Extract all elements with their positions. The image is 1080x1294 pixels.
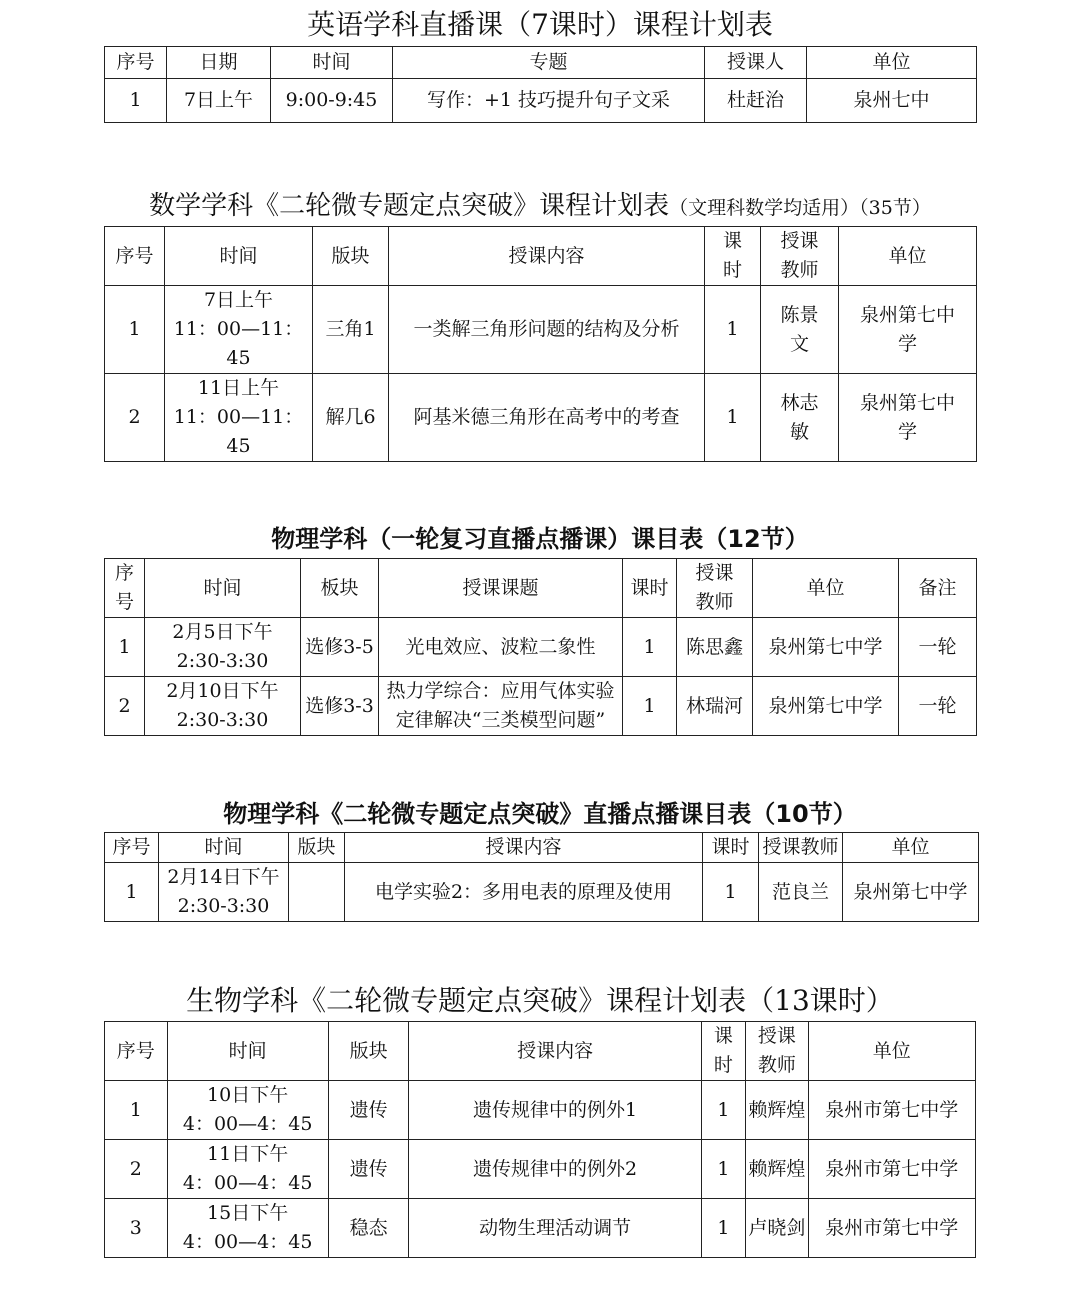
column-header: 版块 [289,833,345,863]
table-cell: 7日上午 [167,79,271,123]
table-cell: 2 [105,1140,168,1199]
table-cell: 1 [623,618,677,677]
table-cell: 泉州市第七中学 [808,1140,975,1199]
column-header: 授课内容 [409,1022,701,1081]
column-header: 序号 [105,833,159,863]
english-schedule-table [104,46,977,123]
table-row [105,618,977,677]
table-cell: 动物生理活动调节 [409,1199,701,1258]
table-cell: 赖辉煌 [746,1140,809,1199]
table-cell: 阿基米德三角形在高考中的考查 [389,374,705,462]
table-cell: 11日下午 4：00—4：45 [167,1140,328,1199]
column-header: 授课内容 [345,833,703,863]
table-cell: 遗传规律中的例外2 [409,1140,701,1199]
table-cell: 一轮 [899,677,977,736]
table-cell: 杜赶治 [705,79,807,123]
table-cell: 光电效应、波粒二象性 [379,618,623,677]
column-header: 课 时 [701,1022,745,1081]
table-cell: 泉州第七中 学 [839,374,977,462]
column-header: 单位 [843,833,979,863]
table-cell: 7日上午 11：00—11： 45 [165,286,313,374]
table-cell: 泉州市第七中学 [808,1081,975,1140]
column-header: 序号 [105,47,167,79]
table-cell: 2月5日下午 2:30-3:30 [145,618,301,677]
column-header: 时间 [271,47,393,79]
table-cell: 2 [105,677,145,736]
math-title-note: （文理科数学均适用）（35节） [669,197,931,219]
table-cell: 卢晓剑 [746,1199,809,1258]
table-cell: 陈思鑫 [677,618,753,677]
table-cell: 陈景 文 [761,286,839,374]
table-header-row [105,833,979,863]
column-header: 授课课题 [379,559,623,618]
column-header: 时间 [145,559,301,618]
table-cell: 遗传 [328,1140,409,1199]
table-cell: 2 [105,374,165,462]
column-header: 日期 [167,47,271,79]
table-cell: 一轮 [899,618,977,677]
table-cell: 1 [701,1199,745,1258]
column-header: 单位 [807,47,977,79]
table-cell: 10日下午 4：00—4：45 [167,1081,328,1140]
table-cell: 2月14日下午 2:30-3:30 [159,863,289,922]
column-header: 授课内容 [389,227,705,286]
table-row [105,79,977,123]
table-row [105,863,979,922]
table-cell: 选修3-3 [301,677,379,736]
table-row [105,1140,976,1199]
table-cell: 泉州市第七中学 [808,1199,975,1258]
table-header-row [105,1022,976,1081]
column-header: 单位 [753,559,899,618]
table-cell: 1 [105,618,145,677]
table-cell: 林志 敏 [761,374,839,462]
column-header: 版块 [313,227,389,286]
table-cell: 1 [623,677,677,736]
table-cell: 泉州第七中学 [753,677,899,736]
table-cell: 泉州七中 [807,79,977,123]
table-cell: 1 [703,863,759,922]
table-cell: 泉州第七中学 [753,618,899,677]
physics-review-table-title: 物理学科（一轮复习直播点播课）课目表（12节） [271,525,809,553]
table-cell: 泉州第七中学 [843,863,979,922]
column-header: 课时 [623,559,677,618]
column-header: 序号 [105,1022,168,1081]
table-cell: 3 [105,1199,168,1258]
column-header: 课时 [703,833,759,863]
table-row [105,677,977,736]
table-cell: 15日下午 4：00—4：45 [167,1199,328,1258]
table-cell: 1 [701,1081,745,1140]
table-row [105,374,977,462]
column-header: 备注 [899,559,977,618]
table-cell: 赖辉煌 [746,1081,809,1140]
table-header-row [105,47,977,79]
table-cell: 解几6 [313,374,389,462]
math-title-main: 数学学科《二轮微专题定点突破》课程计划表 [149,191,670,221]
column-header: 授课 教师 [746,1022,809,1081]
column-header: 授课 教师 [677,559,753,618]
table-row [105,286,977,374]
table-cell: 三角1 [313,286,389,374]
table-cell: 写作：+1 技巧提升句子文采 [393,79,705,123]
column-header: 授课教师 [759,833,843,863]
table-cell: 1 [105,286,165,374]
column-header: 专题 [393,47,705,79]
table-cell: 9:00-9:45 [271,79,393,123]
math-schedule-table [104,226,977,462]
column-header: 授课人 [705,47,807,79]
biology-table-title: 生物学科《二轮微专题定点突破》课程计划表（13课时） [186,984,894,1017]
table-cell: 1 [701,1140,745,1199]
table-cell: 遗传 [328,1081,409,1140]
table-cell: 1 [105,79,167,123]
column-header: 时间 [165,227,313,286]
table-header-row [105,227,977,286]
table-cell: 稳态 [328,1199,409,1258]
column-header: 授课 教师 [761,227,839,286]
column-header: 单位 [808,1022,975,1081]
column-header: 版块 [328,1022,409,1081]
table-header-row [105,559,977,618]
physics-topic-table-title: 物理学科《二轮微专题定点突破》直播点播课目表（10节） [223,800,857,828]
table-cell [289,863,345,922]
table-cell: 遗传规律中的例外1 [409,1081,701,1140]
table-cell: 1 [105,863,159,922]
table-cell: 11日上午 11：00—11： 45 [165,374,313,462]
column-header: 单位 [839,227,977,286]
table-cell: 选修3-5 [301,618,379,677]
physics-topic-schedule-table [104,832,979,922]
column-header: 课 时 [705,227,761,286]
table-cell: 一类解三角形问题的结构及分析 [389,286,705,374]
table-cell: 泉州第七中 学 [839,286,977,374]
column-header: 时间 [167,1022,328,1081]
table-cell: 1 [105,1081,168,1140]
table-cell: 林瑞河 [677,677,753,736]
table-cell: 2月10日下午 2:30-3:30 [145,677,301,736]
math-table-title [0,188,1080,226]
table-cell: 热力学综合：应用气体实验 定律解决“三类模型问题” [379,677,623,736]
column-header: 时间 [159,833,289,863]
table-row [105,1081,976,1140]
table-row [105,1199,976,1258]
table-cell: 1 [705,286,761,374]
table-cell: 电学实验2：多用电表的原理及使用 [345,863,703,922]
table-cell: 1 [705,374,761,462]
table-cell: 范良兰 [759,863,843,922]
column-header: 板块 [301,559,379,618]
english-table-title: 英语学科直播课（7课时）课程计划表 [307,8,773,41]
physics-review-schedule-table [104,558,977,736]
column-header: 序号 [105,227,165,286]
biology-schedule-table [104,1021,976,1258]
column-header: 序 号 [105,559,145,618]
